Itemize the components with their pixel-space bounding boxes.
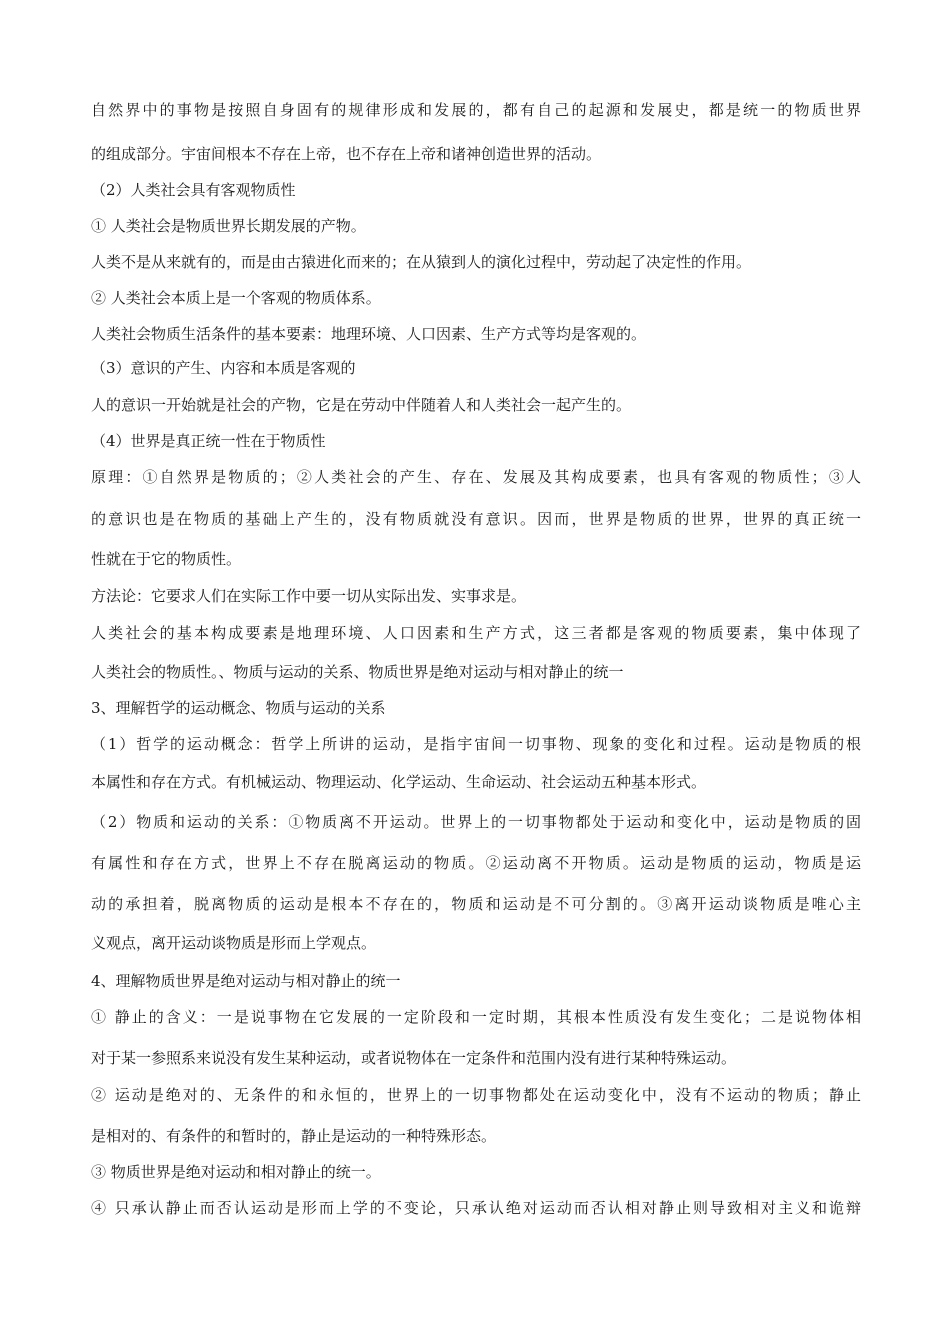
- paragraph-line: 人类社会的物质性。、物质与运动的关系、物质世界是绝对运动与相对静止的统一: [91, 663, 624, 681]
- paragraph-line: 人类不是从来就有的，而是由古猿进化而来的；在从猿到人的演化过程中，劳动起了决定性的作用。: [91, 253, 752, 271]
- paragraph-line: 方法论：它要求人们在实际工作中要一切从实际出发、实事求是。: [91, 587, 527, 605]
- paragraph-line: 自然界中的事物是按照自身固有的规律形成和发展的，都有自己的起源和发展史，都是统一的物质世界: [91, 101, 861, 119]
- paragraph-line: 动的承担着，脱离物质的运动是根本不存在的，物质和运动是不可分割的。③离开运动谈物质是唯心主: [91, 895, 861, 913]
- paragraph-line: 义观点，离开运动谈物质是形而上学观点。: [91, 934, 377, 952]
- paragraph-line: 人类社会物质生活条件的基本要素：地理环境、人口因素、生产方式等均是客观的。: [91, 325, 647, 343]
- paragraph-line: 对于某一参照系来说没有发生某种运动，或者说物体在一定条件和范围内没有进行某种特殊运动。: [91, 1049, 737, 1067]
- list-item: ② 运动是绝对的、无条件的和永恒的，世界上的一切事物都处在运动变化中，没有不运动的物质；静止: [91, 1086, 861, 1104]
- list-item: ③ 物质世界是绝对运动和相对静止的统一。: [91, 1163, 381, 1181]
- list-item: ① 静止的含义：一是说事物在它发展的一定阶段和一定时期，其根本性质没有发生变化；二是说物体相: [91, 1008, 861, 1026]
- paragraph-line: 是相对的、有条件的和暂时的，静止是运动的一种特殊形态。: [91, 1127, 497, 1145]
- section-heading: （2）人类社会具有客观物质性: [91, 181, 296, 199]
- paragraph-line: （1）哲学的运动概念：哲学上所讲的运动，是指宇宙间一切事物、现象的变化和过程。运动是物质的根: [91, 735, 861, 753]
- paragraph-line: 性就在于它的物质性。: [91, 550, 242, 568]
- section-heading: （3）意识的产生、内容和本质是客观的: [91, 359, 356, 377]
- list-item: ④ 只承认静止而否认运动是形而上学的不变论，只承认绝对运动而否认相对静止则导致相对主义和诡辩: [91, 1199, 861, 1217]
- paragraph-line: 的意识也是在物质的基础上产生的，没有物质就没有意识。因而，世界是物质的世界，世界的真正统一: [91, 510, 861, 528]
- paragraph-line: 原理：①自然界是物质的；②人类社会的产生、存在、发展及其构成要素，也具有客观的物质性；③人: [91, 468, 861, 486]
- paragraph-line: 的组成部分。宇宙间根本不存在上帝，也不存在上帝和诸神创造世界的活动。: [91, 145, 602, 163]
- section-heading: （4）世界是真正统一性在于物质性: [91, 432, 326, 450]
- list-item: ① 人类社会是物质世界长期发展的产物。: [91, 217, 366, 235]
- section-heading: 3、理解哲学的运动概念、物质与运动的关系: [91, 699, 386, 717]
- paragraph-line: 人的意识一开始就是社会的产物，它是在劳动中伴随着人和人类社会一起产生的。: [91, 396, 632, 414]
- paragraph-line: （2）物质和运动的关系：①物质离不开运动。世界上的一切事物都处于运动和变化中，运动是物质的固: [91, 813, 861, 831]
- list-item: ② 人类社会本质上是一个客观的物质体系。: [91, 289, 381, 307]
- paragraph-line: 人类社会的基本构成要素是地理环境、人口因素和生产方式，这三者都是客观的物质要素，集中体现了: [91, 624, 861, 642]
- paragraph-line: 有属性和存在方式，世界上不存在脱离运动的物质。②运动离不开物质。运动是物质的运动，物质是运: [91, 854, 861, 872]
- paragraph-line: 本属性和存在方式。有机械运动、物理运动、化学运动、生命运动、社会运动五种基本形式。: [91, 773, 707, 791]
- section-heading: 4、理解物质世界是绝对运动与相对静止的统一: [91, 972, 401, 990]
